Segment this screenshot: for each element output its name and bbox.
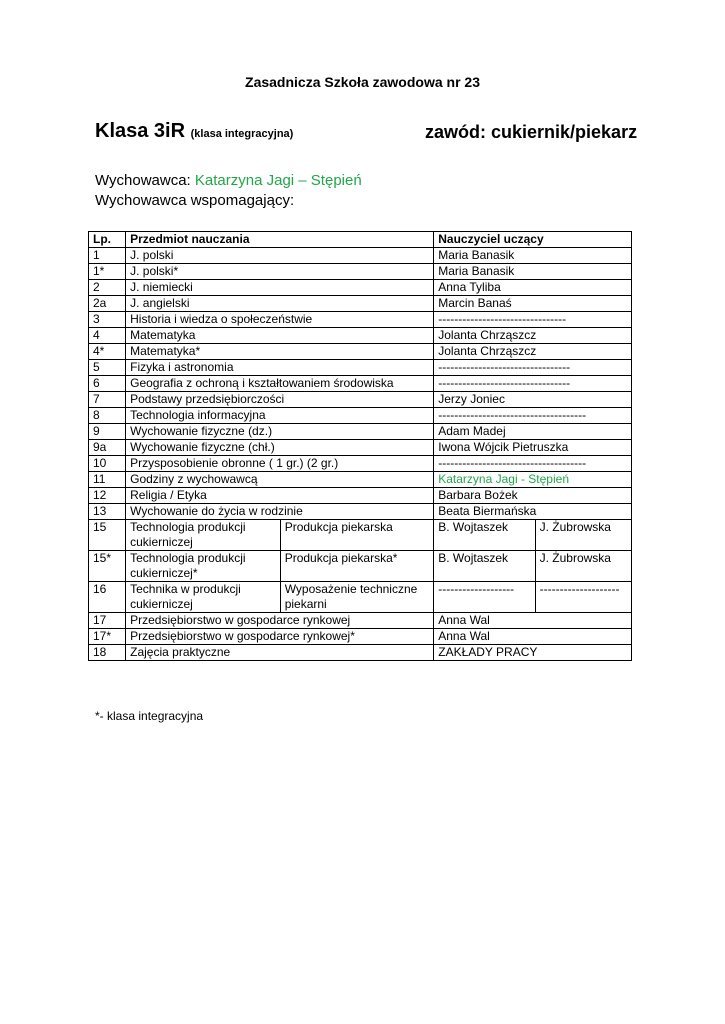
- footnote: *- klasa integracyjna: [95, 709, 204, 723]
- row-lp: 4*: [89, 344, 126, 360]
- row-teacher: ZAKŁADY PRACY: [434, 645, 632, 661]
- row-subject: Wychowanie fizyczne (dz.): [126, 424, 434, 440]
- row-subject-cukiernik: Technika w produkcji cukierniczej: [126, 582, 281, 613]
- row-teacher: Jolanta Chrząszcz: [434, 328, 632, 344]
- table-header-row: [89, 232, 632, 248]
- row-teacher: Jolanta Chrząszcz: [434, 344, 632, 360]
- table-row: [89, 248, 632, 264]
- row-lp: 17: [89, 613, 126, 629]
- row-subject: Wychowanie fizyczne (chł.): [126, 440, 434, 456]
- table-row: [89, 408, 632, 424]
- subjects-table-body: [89, 232, 632, 661]
- row-subject-cukiernik: Technologia produkcji cukierniczej*: [126, 551, 281, 582]
- row-lp: 1*: [89, 264, 126, 280]
- tutors-block: [95, 171, 362, 211]
- row-subject: J. niemiecki: [126, 280, 434, 296]
- table-row: [89, 376, 632, 392]
- table-row: [89, 551, 632, 582]
- row-teacher: Anna Wal: [434, 629, 632, 645]
- main-tutor-label: Wychowawca:: [95, 172, 191, 189]
- row-subject: J. polski: [126, 248, 434, 264]
- table-row: [89, 360, 632, 376]
- row-subject: Przedsiębiorstwo w gospodarce rynkowej*: [126, 629, 434, 645]
- row-teacher: Maria Banasik: [434, 264, 632, 280]
- row-lp: 11: [89, 472, 126, 488]
- row-subject: Technologia informacyjna: [126, 408, 434, 424]
- row-subject: J. polski*: [126, 264, 434, 280]
- table-row: [89, 456, 632, 472]
- row-lp: 15*: [89, 551, 126, 582]
- row-subject: Fizyka i astronomia: [126, 360, 434, 376]
- row-teacher-cukiernik: B. Wojtaszek: [434, 551, 535, 582]
- row-lp: 13: [89, 504, 126, 520]
- row-teacher: ---------------------------------: [434, 376, 632, 392]
- row-teacher: -------------------------------------: [434, 408, 632, 424]
- row-teacher: ---------------------------------: [434, 360, 632, 376]
- row-subject-piekarz: Wyposażenie techniczne piekarni: [280, 582, 434, 613]
- header-lp: Lp.: [89, 232, 126, 248]
- table-row: [89, 312, 632, 328]
- table-row: [89, 424, 632, 440]
- table-row: [89, 582, 632, 613]
- row-subject: Historia i wiedza o społeczeństwie: [126, 312, 434, 328]
- class-name: Klasa 3iR: [95, 120, 186, 142]
- row-teacher-cukiernik: -------------------: [434, 582, 535, 613]
- profession: zawód: cukiernik/piekarz: [425, 122, 638, 142]
- row-lp: 18: [89, 645, 126, 661]
- table-row: [89, 472, 632, 488]
- row-teacher: Iwona Wójcik Pietruszka: [434, 440, 632, 456]
- row-subject-piekarz: Produkcja piekarska*: [280, 551, 434, 582]
- table-row: [89, 392, 632, 408]
- row-teacher: Anna Tyliba: [434, 280, 632, 296]
- row-subject: Wychowanie do życia w rodzinie: [126, 504, 434, 520]
- row-lp: 2a: [89, 296, 126, 312]
- row-lp: 10: [89, 456, 126, 472]
- table-row: [89, 264, 632, 280]
- row-lp: 16: [89, 582, 126, 613]
- row-subject-piekarz: Produkcja piekarska: [280, 520, 434, 551]
- row-teacher: Jerzy Joniec: [434, 392, 632, 408]
- row-lp: 17*: [89, 629, 126, 645]
- table-row: [89, 328, 632, 344]
- assistant-tutor-label: Wychowawca wspomagający:: [95, 192, 295, 209]
- table-row: [89, 296, 632, 312]
- row-subject: Matematyka: [126, 328, 434, 344]
- row-subject: Przysposobienie obronne ( 1 gr.) (2 gr.): [126, 456, 434, 472]
- class-note: (klasa integracyjna): [190, 128, 294, 140]
- header-teacher: Nauczyciel uczący: [434, 232, 632, 248]
- row-teacher: Maria Banasik: [434, 248, 632, 264]
- row-lp: 5: [89, 360, 126, 376]
- row-teacher: Adam Madej: [434, 424, 632, 440]
- row-lp: 4: [89, 328, 126, 344]
- row-subject: J. angielski: [126, 296, 434, 312]
- row-lp: 6: [89, 376, 126, 392]
- row-lp: 12: [89, 488, 126, 504]
- row-teacher: -------------------------------------: [434, 456, 632, 472]
- row-subject: Zajęcia praktyczne: [126, 645, 434, 661]
- row-subject: Matematyka*: [126, 344, 434, 360]
- row-lp: 3: [89, 312, 126, 328]
- row-lp: 2: [89, 280, 126, 296]
- table-row: [89, 280, 632, 296]
- row-subject: Podstawy przedsiębiorczości: [126, 392, 434, 408]
- table-row: [89, 440, 632, 456]
- row-teacher: Marcin Banaś: [434, 296, 632, 312]
- row-lp: 7: [89, 392, 126, 408]
- row-subject: Przedsiębiorstwo w gospodarce rynkowej: [126, 613, 434, 629]
- table-row: [89, 645, 632, 661]
- row-lp: 9: [89, 424, 126, 440]
- subjects-table: [88, 231, 632, 661]
- table-row: [89, 504, 632, 520]
- row-teacher-cukiernik: B. Wojtaszek: [434, 520, 535, 551]
- school-name: Zasadnicza Szkoła zawodowa nr 23: [245, 74, 480, 90]
- table-row: [89, 344, 632, 360]
- row-teacher: Beata Biermańska: [434, 504, 632, 520]
- row-teacher: Barbara Bożek: [434, 488, 632, 504]
- table-row: [89, 488, 632, 504]
- row-subject: Religia / Etyka: [126, 488, 434, 504]
- row-teacher-piekarz: J. Żubrowska: [535, 551, 631, 582]
- table-row: [89, 629, 632, 645]
- header-subject: Przedmiot nauczania: [126, 232, 434, 248]
- main-tutor-line: [95, 171, 362, 191]
- main-tutor-name: Katarzyna Jagi – Stępień: [194, 172, 362, 189]
- row-lp: 9a: [89, 440, 126, 456]
- row-teacher: Anna Wal: [434, 613, 632, 629]
- row-lp: 15: [89, 520, 126, 551]
- row-lp: 8: [89, 408, 126, 424]
- row-subject: Geografia z ochroną i kształtowaniem środowiska: [126, 376, 434, 392]
- table-row: [89, 613, 632, 629]
- row-teacher-piekarz: J. Żubrowska: [535, 520, 631, 551]
- row-teacher-piekarz: --------------------: [535, 582, 631, 613]
- row-subject-cukiernik: Technologia produkcji cukierniczej: [126, 520, 281, 551]
- class-title: [95, 120, 293, 143]
- row-lp: 1: [89, 248, 126, 264]
- row-teacher: Katarzyna Jagi - Stępień: [434, 472, 632, 488]
- row-teacher: --------------------------------: [434, 312, 632, 328]
- table-row: [89, 520, 632, 551]
- row-subject: Godziny z wychowawcą: [126, 472, 434, 488]
